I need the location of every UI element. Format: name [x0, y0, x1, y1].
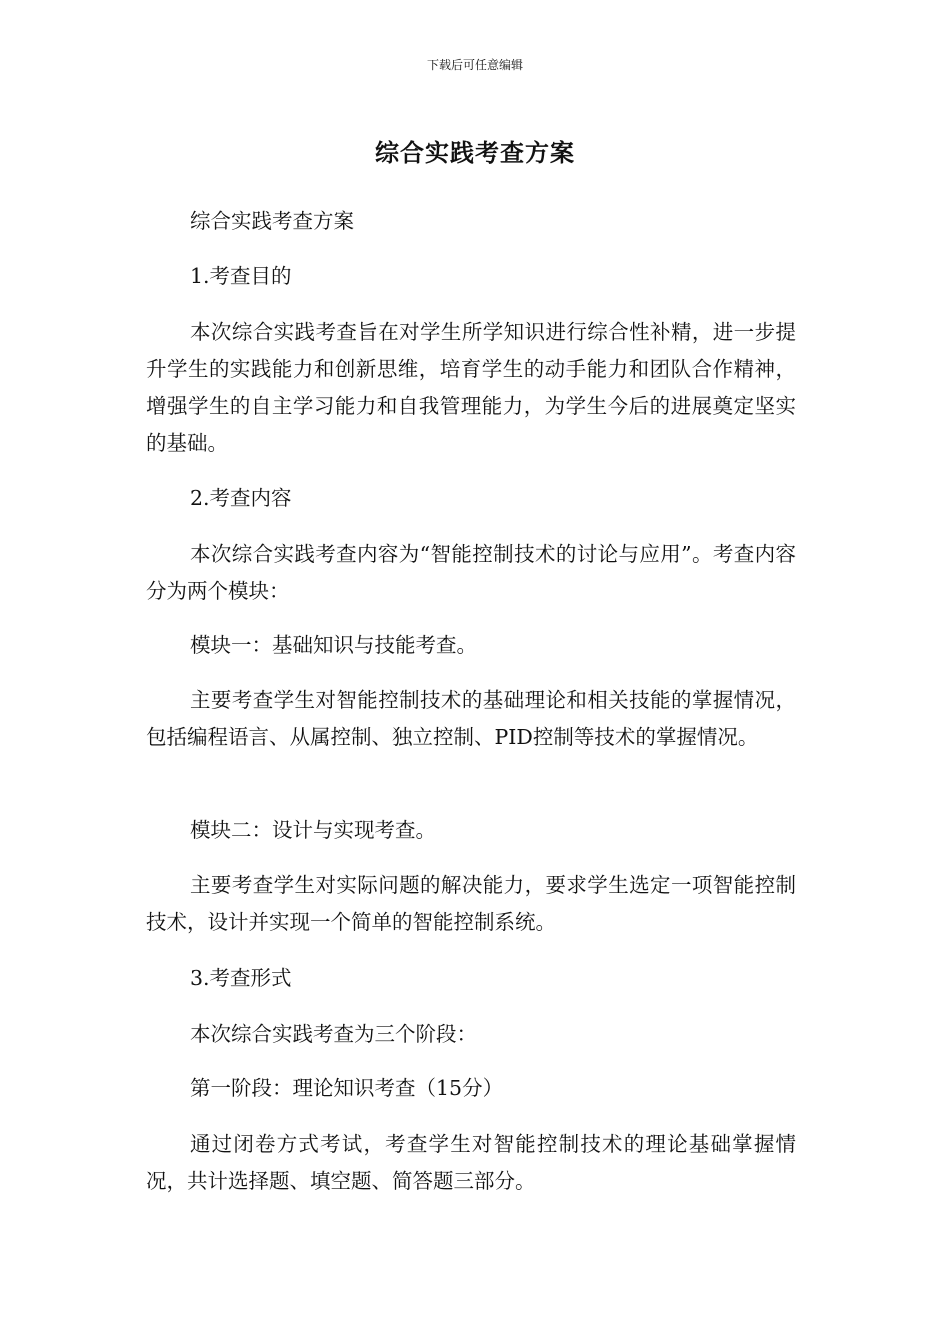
header-note: 下载后可任意编辑	[426, 58, 523, 72]
paragraph-content-intro: 本次综合实践考查内容为“智能控制技术的讨论与应用”。考查内容分为两个模块：	[146, 542, 796, 603]
paragraph-stage-one-detail: 通过闭卷方式考试，考查学生对智能控制技术的理论基础掌握情况，共计选择题、填空题、简答题三部分。	[146, 1132, 796, 1193]
paragraph-module-one: 模块一：基础知识与技能考查。	[190, 633, 477, 657]
section-heading-purpose: 1.考查目的	[190, 264, 292, 288]
paragraph-module-one-detail: 主要考查学生对智能控制技术的基础理论和相关技能的掌握情况，包括编程语言、从属控制、独立控制、PID控制等技术的掌握情况。	[146, 688, 796, 749]
document-title: 综合实践考查方案	[375, 139, 575, 167]
section-heading-content: 2.考查内容	[190, 486, 292, 510]
paragraph-format-intro: 本次综合实践考查为三个阶段：	[190, 1022, 477, 1046]
paragraph-module-two-detail: 主要考查学生对实际问题的解决能力，要求学生选定一项智能控制技术，设计并实现一个简单的智能控制系统。	[146, 873, 796, 934]
paragraph-stage-one: 第一阶段：理论知识考查（15分）	[190, 1076, 504, 1100]
paragraph-purpose: 本次综合实践考查旨在对学生所学知识进行综合性补精，进一步提升学生的实践能力和创新思维，培育学生的动手能力和团队合作精神，增强学生的自主学习能力和自我管理能力，为学生今后的进展奠定坚实的基础。	[146, 320, 796, 455]
paragraph-module-two: 模块二：设计与实现考查。	[190, 818, 436, 842]
section-heading-format: 3.考查形式	[190, 966, 292, 990]
paragraph-subtitle: 综合实践考查方案	[190, 209, 354, 233]
